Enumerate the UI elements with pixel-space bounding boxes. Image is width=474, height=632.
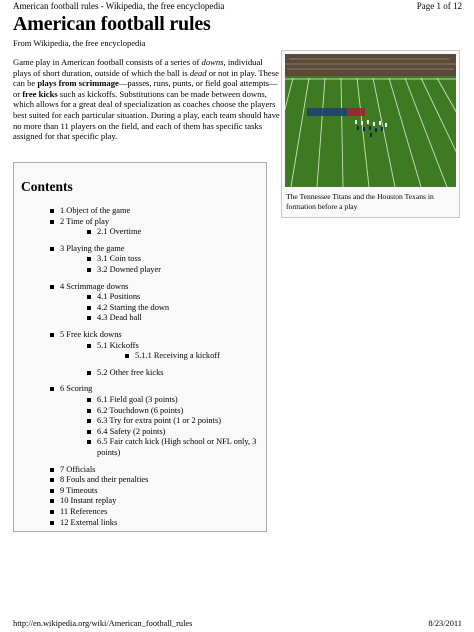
toc-bullet-icon — [50, 387, 54, 391]
intro-term-downs[interactable]: downs — [201, 57, 224, 67]
toc-entry-label: 1 Object of the game — [60, 206, 131, 215]
toc-entry[interactable] — [97, 303, 169, 314]
toc-bullet-icon — [87, 306, 91, 310]
toc-entry-label: 6.3 Try for extra point (1 or 2 points) — [97, 416, 221, 426]
toc-entry[interactable] — [60, 496, 116, 507]
toc-entry-label: 6.5 Fair catch kick (High school or NFL only, 3 points) — [97, 437, 257, 457]
toc-entry[interactable] — [97, 341, 139, 352]
toc-bullet-icon — [87, 440, 91, 444]
toc-entry[interactable] — [60, 486, 97, 497]
table-of-contents — [13, 162, 267, 532]
toc-bullet-icon — [50, 285, 54, 289]
toc-entry-label: 11 References — [60, 507, 108, 516]
toc-bullet-icon — [87, 409, 91, 413]
toc-entry-label: 9 Timeouts — [60, 485, 98, 495]
toc-entry-label: 12 External links — [60, 517, 118, 527]
toc-entry[interactable] — [60, 282, 128, 293]
toc-bullet-icon — [50, 489, 54, 493]
toc-bullet-icon — [50, 499, 54, 503]
print-footer-date: 8/23/2011 — [428, 619, 462, 628]
toc-entry[interactable] — [97, 395, 178, 406]
toc-entry-label: 3.2 Downed player — [97, 265, 161, 274]
toc-entry-label: 10 Instant replay — [60, 496, 117, 506]
toc-entry-label: 5.2 Other free kicks — [97, 367, 164, 377]
toc-bullet-icon — [50, 521, 54, 525]
article-subtitle: From Wikipedia, the free encyclopedia — [13, 38, 146, 48]
toc-entry[interactable] — [97, 265, 161, 276]
football-field-image — [285, 54, 456, 187]
toc-entry-label: 2.1 Overtime — [97, 227, 142, 237]
toc-entry[interactable] — [135, 351, 220, 362]
article-figure — [281, 50, 460, 218]
article-intro — [13, 57, 281, 142]
intro-text: , individual plays of short duration, outside of which the ball is — [13, 57, 263, 78]
toc-bullet-icon — [87, 316, 91, 320]
toc-entry-label: 4 Scrimmage downs — [60, 281, 129, 291]
football-field-photo[interactable] — [285, 54, 456, 187]
toc-bullet-icon — [87, 257, 91, 261]
intro-text: such as kickoffs. Substitutions can be made between downs, which allows for a great deal of specialization as coaches choose the players best suited for each particular situation. During a play, each team should have no more than 11 players on the field, and each of them has specific tasks assigned for that specific play. — [13, 88, 280, 142]
figure-caption: The Tennessee Titans and the Houston Texans in formation before a play — [286, 192, 434, 211]
toc-entry-label: 3.1 Coin toss — [97, 254, 141, 264]
toc-entry[interactable] — [60, 518, 117, 529]
toc-entry-label: 6.1 Field goal (3 points) — [97, 395, 178, 404]
toc-bullet-icon — [87, 419, 91, 423]
toc-entry-label: 6 Scoring — [60, 384, 93, 394]
toc-entry-label: 6.4 Safety (2 points) — [97, 426, 166, 436]
toc-entry-label: 5 Free kick downs — [60, 330, 122, 339]
toc-bullet-icon — [50, 247, 54, 251]
toc-entry[interactable] — [60, 384, 92, 395]
toc-entry[interactable] — [97, 227, 141, 238]
toc-entry-label: 7 Officials — [60, 464, 96, 474]
toc-entry-label: 6.2 Touchdown (6 points) — [97, 405, 184, 415]
toc-entry[interactable] — [60, 475, 148, 486]
toc-entry-label: 8 Fouls and their penalties — [60, 475, 149, 485]
toc-entry-label: 4.2 Starting the down — [97, 302, 170, 312]
toc-title: Contents — [21, 179, 73, 194]
toc-bullet-icon — [87, 230, 91, 234]
toc-entry[interactable] — [60, 206, 130, 217]
toc-entry[interactable] — [97, 437, 257, 458]
toc-entry[interactable] — [60, 330, 122, 341]
toc-entry[interactable] — [60, 465, 95, 476]
toc-entry[interactable] — [97, 313, 142, 324]
toc-entry-label: 2 Time of play — [60, 216, 110, 226]
toc-entry-label: 4.1 Positions — [97, 292, 141, 302]
toc-bullet-icon — [50, 220, 54, 224]
toc-bullet-icon — [87, 344, 91, 348]
intro-text: Game play in American football consists of a series of — [13, 57, 202, 67]
toc-entry[interactable] — [97, 427, 165, 438]
toc-entry[interactable] — [60, 244, 124, 255]
toc-bullet-icon — [50, 510, 54, 514]
toc-entry-label: 5.1 Kickoffs — [97, 340, 139, 350]
toc-entry[interactable] — [60, 217, 109, 228]
toc-bullet-icon — [50, 209, 54, 213]
toc-bullet-icon — [87, 268, 91, 272]
intro-text: or not in play. These can be — [13, 67, 279, 89]
print-footer-url: http://en.wikipedia.org/wiki/American_football_rules — [13, 619, 193, 628]
toc-entry[interactable] — [97, 292, 140, 303]
toc-bullet-icon — [87, 430, 91, 434]
toc-entry-label: 4.3 Dead ball — [97, 313, 142, 323]
toc-entry[interactable] — [97, 406, 183, 417]
print-header-page-number: Page 1 of 12 — [416, 1, 462, 11]
toc-bullet-icon — [125, 354, 129, 358]
toc-bullet-icon — [87, 295, 91, 299]
toc-entry-label: 5.1.1 Receiving a kickoff — [135, 351, 220, 361]
toc-entry[interactable] — [60, 507, 107, 518]
toc-entry[interactable] — [97, 368, 164, 379]
toc-bullet-icon — [50, 468, 54, 472]
toc-bullet-icon — [87, 371, 91, 375]
toc-bullet-icon — [50, 333, 54, 337]
intro-term-free-kicks[interactable]: free kicks — [22, 88, 58, 99]
toc-entry-label: 3 Playing the game — [60, 243, 125, 253]
toc-entry[interactable] — [97, 254, 141, 265]
toc-entry[interactable] — [97, 416, 221, 427]
intro-term-dead[interactable]: dead — [189, 67, 207, 78]
intro-term-scrimmage[interactable]: plays from scrimmage — [37, 78, 119, 89]
toc-bullet-icon — [87, 398, 91, 402]
article-title: American football rules — [13, 13, 211, 35]
toc-bullet-icon — [50, 478, 54, 482]
intro-text: —passes, runs, punts, or field goal attempts—or — [13, 78, 278, 99]
print-header-title: American football rules - Wikipedia, the free encyclopedia — [13, 1, 225, 11]
